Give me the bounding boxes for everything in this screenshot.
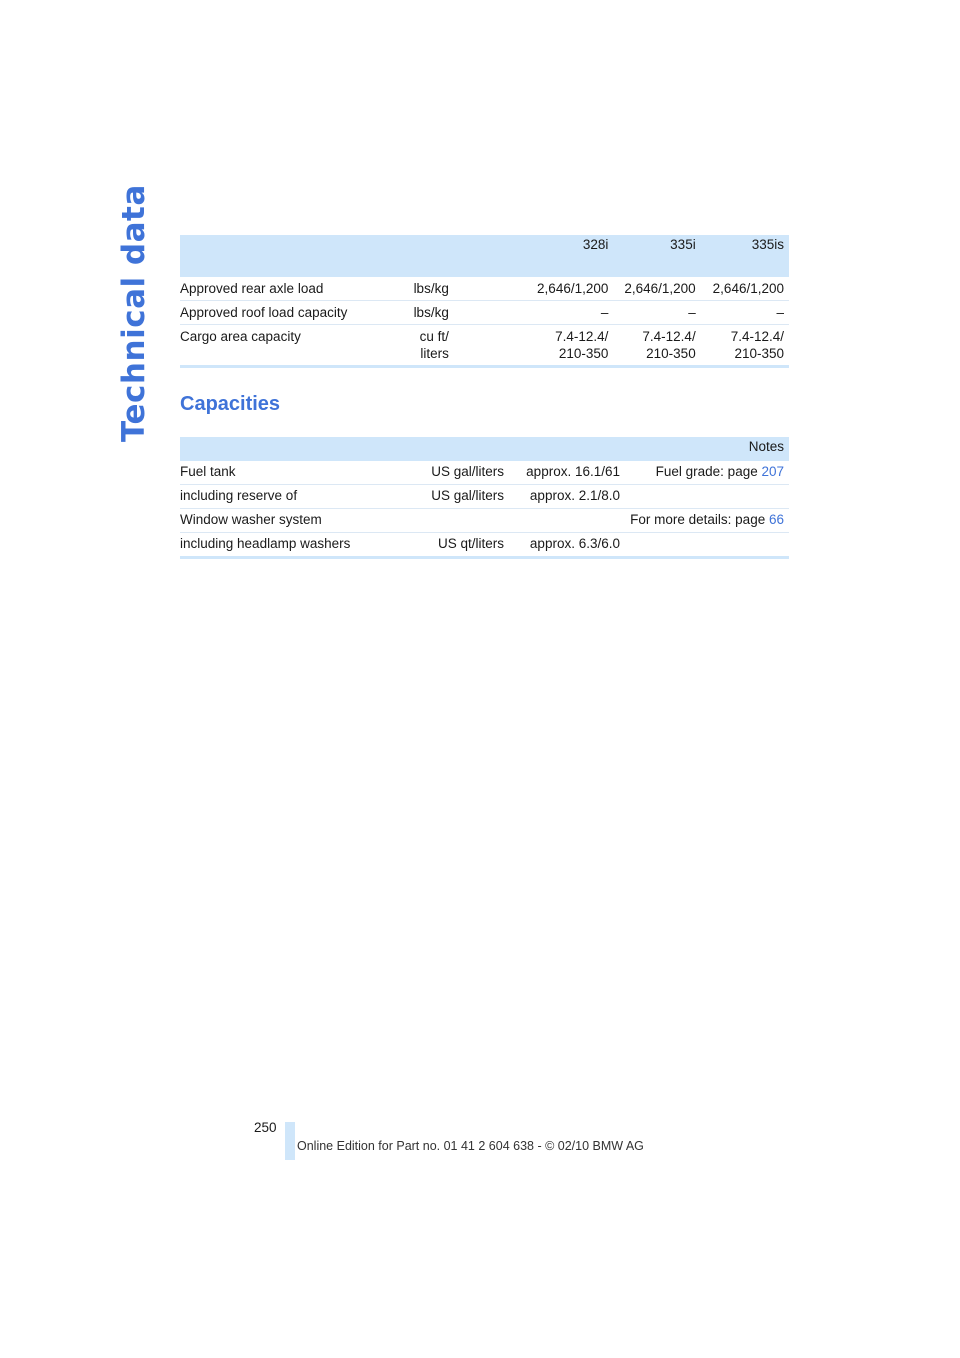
side-section-title: Technical data bbox=[116, 184, 152, 442]
page-link-207[interactable]: 207 bbox=[761, 464, 784, 479]
capacities-table bbox=[180, 437, 789, 559]
row-value: approx. 2.1/8.0 bbox=[509, 485, 625, 509]
row-unit: US gal/liters bbox=[395, 461, 509, 485]
row-unit bbox=[386, 325, 454, 367]
table-row bbox=[180, 533, 789, 558]
row-label: including reserve of bbox=[180, 485, 395, 509]
row-note bbox=[625, 461, 789, 485]
row-label: Approved roof load capacity bbox=[180, 301, 386, 325]
section-heading-capacities: Capacities bbox=[180, 393, 281, 415]
value-328i bbox=[527, 325, 613, 367]
table-header-row bbox=[180, 437, 789, 461]
value-line: 210-350 bbox=[646, 346, 696, 361]
value-line: 7.4-12.4/ bbox=[642, 329, 696, 344]
row-unit: US qt/liters bbox=[395, 533, 509, 558]
row-note bbox=[509, 509, 789, 533]
page-link-66[interactable]: 66 bbox=[768, 512, 784, 527]
row-label: including headlamp washers bbox=[180, 533, 395, 558]
value-335is: 2,646/1,200 bbox=[701, 277, 789, 301]
row-unit: lbs/kg bbox=[386, 301, 454, 325]
row-unit: lbs/kg bbox=[386, 277, 454, 301]
value-335i bbox=[613, 325, 700, 367]
note-text: For more details: page bbox=[630, 512, 769, 527]
value-335i: 2,646/1,200 bbox=[613, 277, 700, 301]
value-335i: – bbox=[613, 301, 700, 325]
value-328i: – bbox=[527, 301, 613, 325]
value-line: 7.4-12.4/ bbox=[555, 329, 609, 344]
row-label: Approved rear axle load bbox=[180, 277, 386, 301]
unit-line: liters bbox=[420, 346, 449, 361]
footer-edition-text: Online Edition for Part no. 01 41 2 604 638 - © 02/10 BMW AG bbox=[297, 1139, 644, 1153]
column-header-328i: 328i bbox=[527, 235, 613, 277]
row-label: Cargo area capacity bbox=[180, 325, 386, 367]
row-label: Window washer system bbox=[180, 509, 395, 533]
footer-accent-bar bbox=[285, 1122, 295, 1160]
row-unit: US gal/liters bbox=[395, 485, 509, 509]
column-header-335i: 335i bbox=[613, 235, 700, 277]
load-capacity-table bbox=[180, 235, 789, 368]
row-value: approx. 16.1/61 bbox=[509, 461, 625, 485]
column-header-notes: Notes bbox=[625, 437, 789, 461]
table-header-row bbox=[180, 235, 789, 277]
table-row bbox=[180, 509, 789, 533]
value-line: 210-350 bbox=[734, 346, 784, 361]
row-label: Fuel tank bbox=[180, 461, 395, 485]
table-row bbox=[180, 461, 789, 485]
unit-line: cu ft/ bbox=[419, 329, 449, 344]
row-value: approx. 6.3/6.0 bbox=[509, 533, 625, 558]
table-row bbox=[180, 301, 789, 325]
value-line: 7.4-12.4/ bbox=[730, 329, 784, 344]
column-header-335is: 335is bbox=[701, 235, 789, 277]
value-335is bbox=[701, 325, 789, 367]
table-row bbox=[180, 325, 789, 367]
table-row bbox=[180, 277, 789, 301]
table-row bbox=[180, 485, 789, 509]
note-text: Fuel grade: page bbox=[655, 464, 762, 479]
value-335is: – bbox=[701, 301, 789, 325]
page-number: 250 bbox=[254, 1120, 277, 1135]
value-328i: 2,646/1,200 bbox=[527, 277, 613, 301]
value-line: 210-350 bbox=[558, 346, 609, 361]
